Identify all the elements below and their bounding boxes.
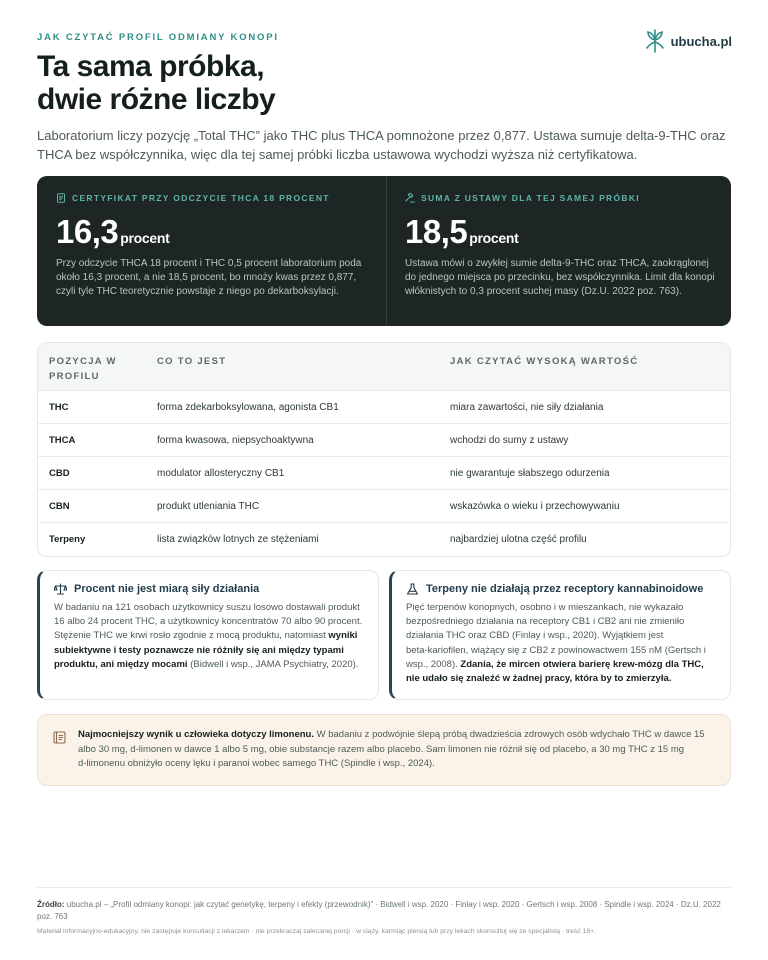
scale-icon [54, 583, 67, 595]
limonene-note-text: W badaniu z podwójnie ślepą próbą dwadzieścia zdrowych osób wdychało THC w dawce 15 albo 30 mg, d‑limonen w dawce 1 albo 5 mg, obie substancje razem albo placebo. Sam limonen nie różnił się od placebo, a 30 mg THC z 15 mg d‑limonenu obniżyło oceny lęku i paranoi wobec samego THC (Spindle i wsp., 2024). [78, 729, 705, 769]
statute-value [405, 213, 717, 251]
cell-what: forma zdekarboksylowana, agonista CB1 [157, 401, 339, 413]
cell-position: Terpeny [49, 534, 86, 545]
source-text: ubucha.pl – „Profil odmiany konopi: jak czytać genetykę, terpeny i efekty (przewodnik)” · Bidwell i wsp. 2020 · Finlay i wsp. 2020 · Gertsch i wsp. 2008 · Spindle i wsp. 2024 · Dz.U. 2022 poz. 763 [37, 900, 721, 921]
cell-what: forma kwasowa, niepsychoaktywna [157, 434, 314, 446]
document-icon [56, 193, 66, 203]
certificate-unit: procent [120, 230, 170, 246]
cell-how: wchodzi do sumy z ustawy [450, 434, 569, 446]
cell-how: miara zawartości, nie siły działania [450, 401, 604, 413]
statute-unit: procent [469, 230, 519, 246]
source-label: Źródło: [37, 900, 65, 909]
profile-table [37, 342, 731, 557]
brand-name: ubucha.pl [670, 33, 732, 49]
header-how: JAK CZYTAĆ WYSOKĄ WARTOŚĆ [450, 356, 639, 367]
header-what: CO TO JEST [157, 356, 227, 367]
terpene-card [389, 570, 731, 700]
limonene-note [37, 714, 731, 786]
table-row [38, 391, 730, 424]
gavel-icon [405, 193, 415, 203]
statute-number: 18,5 [405, 213, 468, 250]
header-position: POZYCJA W PROFILU [49, 356, 117, 382]
limonene-note-body [78, 728, 714, 772]
table-row [38, 523, 730, 556]
terpene-card-heading [406, 583, 716, 595]
table-header [38, 343, 730, 391]
footer-divider [37, 887, 731, 888]
potency-body-a: W badaniu na 121 osobach użytkownicy suszu losowo dostawali produkt 16 albo 24 procent THC, a użytkownicy koncentratów 70 albo 90 procent. Stężenie THC we krwi rosło zgodnie z mocą produktu, natomiast [54, 602, 363, 642]
cell-how: nie gwarantuje słabszego odurzenia [450, 467, 610, 479]
cell-how: najbardziej ulotna część profilu [450, 534, 587, 545]
statute-body: Ustawa mówi o zwykłej sumie delta‑9‑THC oraz THCA, zaokrąglonej do jednego miejsca po przecinku, bez współczynnika. Limit dla konopi włóknistych to 0,3 procent suchej masy (Dz.U. 2022 poz. 763). [405, 258, 715, 297]
potency-body-b: (Bidwell i wsp., JAMA Psychiatry, 2020). [187, 658, 359, 670]
cell-how: wskazówka o wieku i przechowywaniu [450, 500, 620, 512]
brand-logo[interactable] [644, 28, 732, 54]
potency-card [37, 570, 379, 700]
certificate-number: 16,3 [56, 213, 119, 250]
certificate-heading-text: CERTYFIKAT PRZY ODCZYCIE THCA 18 PROCENT [72, 193, 330, 203]
page-kicker: JAK CZYTAĆ PROFIL ODMIANY KONOPI [37, 32, 279, 43]
title-line-2: dwie różne liczby [37, 83, 276, 116]
potency-card-heading [54, 583, 364, 595]
cell-position: CBD [49, 467, 70, 479]
table-row [38, 424, 730, 457]
terpene-card-body [406, 601, 716, 686]
cell-what: lista związków lotnych ze stężeniami [157, 534, 319, 545]
statute-heading-text: SUMA Z USTAWY DLA TEJ SAMEJ PRÓBKI [421, 193, 640, 203]
limonene-note-bold: Najmocniejszy wynik u człowieka dotyczy limonenu. [78, 729, 314, 740]
disclaimer: Materiał informacyjno‑edukacyjny, nie zastępuje konsultacji z lekarzem · nie przekraczaj zalecanej porcji · w ciąży, karmiąc piersią lub przy lekach skonsultuj się ze specjalistą · treść 18+. [37, 928, 597, 935]
terpene-body-bold: Zdania, że mircen otwiera barierę krew‑mózg dla THC, nie udało się znaleźć w żadnej pracy, która by to zmierzyła. [406, 658, 704, 685]
terpene-body-a: Pięć terpenów konopnych, osobno i w mieszankach, nie wykazało bezpośredniego działania na receptory CB1 i CB2 ani nie zmieniło działania THC oraz CBD (Finlay i wsp., 2020). Wyjątkiem jest beta‑kariofilen, wiążący się z CB2 z powinowactwem 155 nM (Gertsch i wsp., 2008). [406, 602, 706, 670]
table-row [38, 457, 730, 490]
page-title [37, 50, 597, 116]
source-line [37, 899, 731, 923]
certificate-value [56, 213, 368, 251]
cell-position: THCA [49, 434, 76, 446]
statute-column [386, 176, 735, 326]
cell-position: CBN [49, 500, 70, 512]
potency-body-bold: wyniki subiektywne i testy poznawcze nie różniły się ani między typami produktu, ani między mocami [54, 630, 358, 670]
terpene-card-title: Terpeny nie działają przez receptory kannabinoidowe [426, 583, 704, 595]
statute-heading [405, 193, 717, 203]
title-line-1: Ta sama próbka, [37, 50, 265, 83]
potency-card-body [54, 601, 364, 672]
potency-card-title: Procent nie jest miarą siły działania [74, 583, 260, 595]
certificate-body: Przy odczycie THCA 18 procent i THC 0,5 procent laboratorium poda około 16,3 procent, a nie 18,5 procent, bo mnoży kwas przez 0,877, czyli tyle THC teoretycznie powstaje z niego po dekarboksylacji. [56, 258, 362, 297]
certificate-column [37, 176, 386, 326]
note-icon [53, 731, 66, 744]
table-row [38, 490, 730, 523]
cell-what: modulator allosteryczny CB1 [157, 467, 285, 479]
cell-position: THC [49, 401, 69, 413]
cell-what: produkt utleniania THC [157, 500, 260, 512]
certificate-heading [56, 193, 368, 203]
comparison-panel [37, 176, 731, 326]
leaf-logo-icon [644, 28, 666, 54]
lede-paragraph: Laboratorium liczy pozycję „Total THC” jako THC plus THCA pomnożone przez 0,877. Ustawa sumuje delta‑9‑THC oraz THCA bez współczynnika, więc dla tej samej próbki liczba ustawowa wychodzi wyższa niż certyfikatowa. [37, 128, 726, 162]
flask-icon [406, 583, 419, 595]
